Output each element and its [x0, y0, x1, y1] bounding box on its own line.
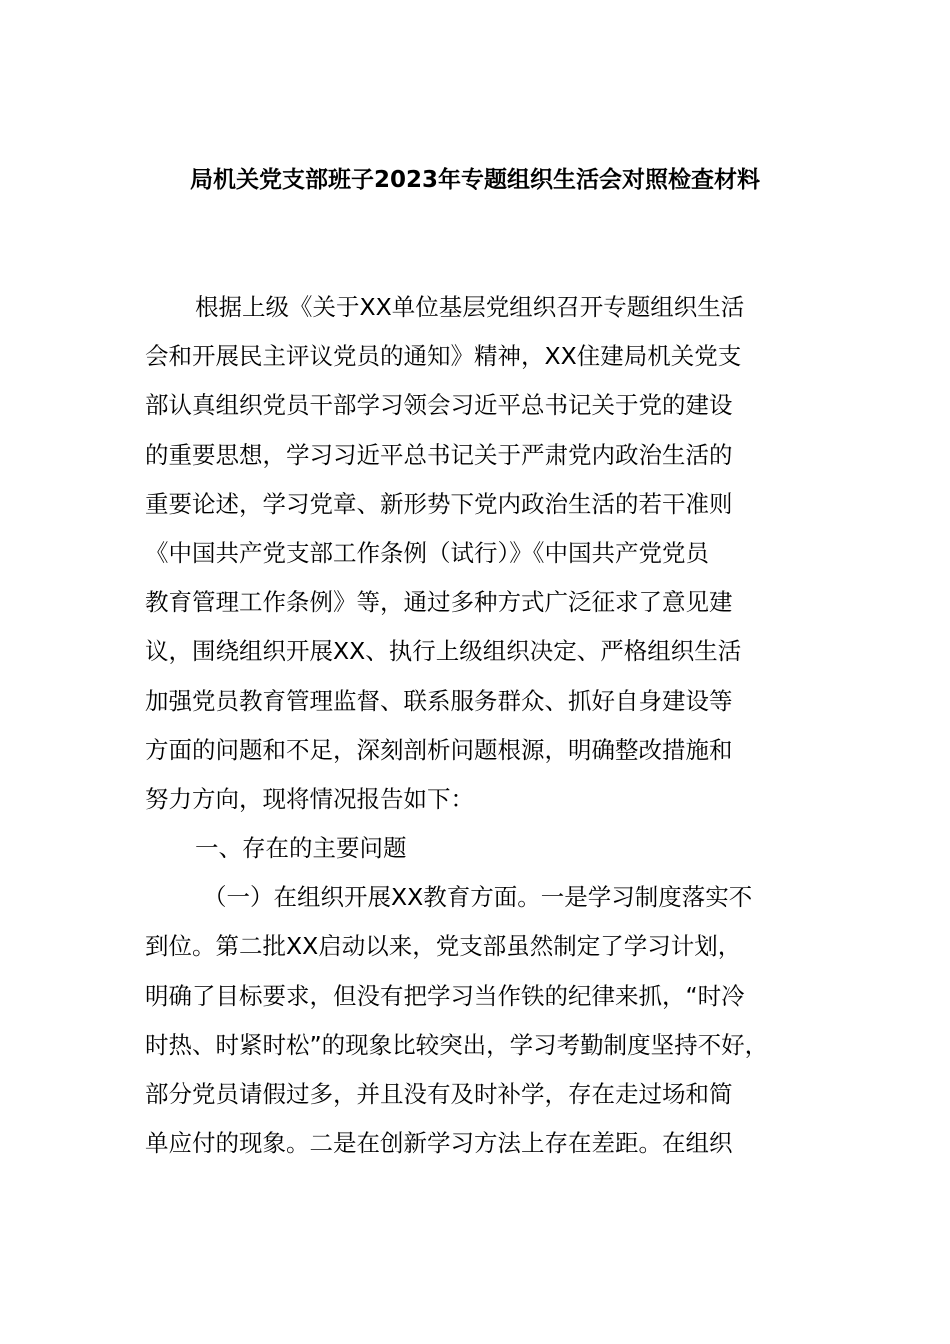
- paragraph-line: 努力方向，现将情况报告如下：: [145, 784, 474, 813]
- document-title: 局机关党支部班子2023年专题组织生活会对照检查材料: [189, 167, 760, 193]
- paragraph-line: 单应付的现象。二是在创新学习方法上存在差距。在组织: [145, 1129, 733, 1158]
- paragraph-line: 会和开展民主评议党员的通知》精神，XX住建局机关党支: [145, 342, 742, 371]
- paragraph-line: 部分党员请假过多，并且没有及时补学，存在走过场和简: [145, 1080, 733, 1108]
- paragraph-line: 的重要思想，学习习近平总书记关于严肃党内政治生活的: [145, 440, 733, 469]
- paragraph-line: （一）在组织开展XX教育方面。一是学习制度落实不: [203, 883, 753, 912]
- document-body: [145, 283, 845, 1168]
- paragraph-line: 到位。第二批XX启动以来，党支部虽然制定了学习计划，: [145, 932, 742, 961]
- paragraph-line: 明确了目标要求，但没有把学习当作铁的纪律来抓，“时冷: [145, 981, 745, 1010]
- paragraph-line: 议，围绕组织开展XX、执行上级组织决定、严格组织生活: [145, 637, 742, 666]
- paragraph-line: 加强党员教育管理监督、联系服务群众、抓好自身建设等: [145, 686, 733, 715]
- paragraph-line: 时热、时紧时松”的现象比较突出，学习考勤制度坚持不好，: [145, 1030, 769, 1059]
- paragraph-line: 《中国共产党支部工作条例（试行）》《中国共产党党员: [145, 538, 709, 567]
- paragraph-line: 教育管理工作条例》等，通过多种方式广泛征求了意见建: [145, 588, 733, 617]
- paragraph-line: 部认真组织党员干部学习领会习近平总书记关于党的建设: [145, 391, 733, 420]
- paragraph-line: 重要论述，学习党章、新形势下党内政治生活的若干准则: [145, 489, 733, 518]
- paragraph-line: 方面的问题和不足，深刻剖析问题根源，明确整改措施和: [145, 735, 733, 764]
- section-heading: 一、存在的主要问题: [195, 834, 407, 863]
- paragraph-line: 根据上级《关于XX单位基层党组织召开专题组织生活: [195, 293, 745, 321]
